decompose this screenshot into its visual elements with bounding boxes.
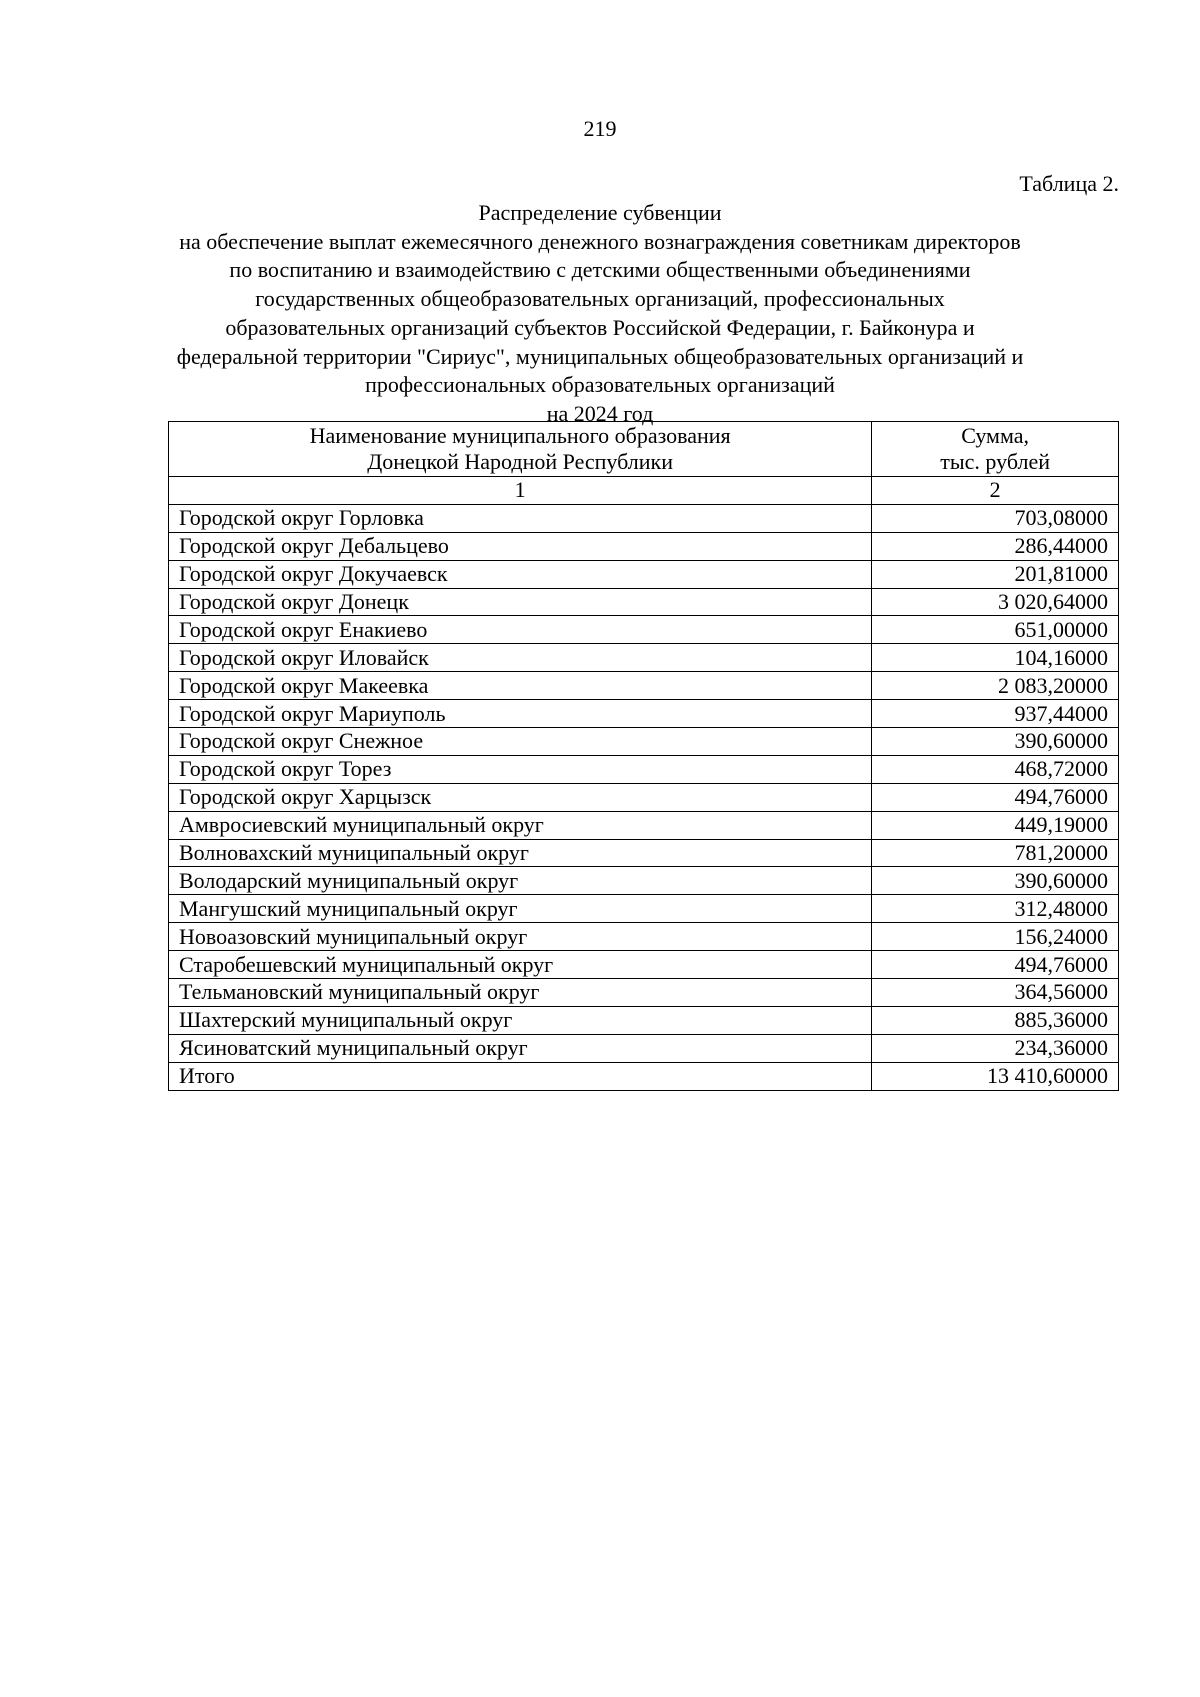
header-amount <box>872 422 1119 477</box>
subsidy-amount: 234,36000 <box>872 1034 1119 1062</box>
municipality-name: Старобешевский муниципальный округ <box>169 951 872 979</box>
subsidy-amount: 468,72000 <box>872 755 1119 783</box>
subsidy-amount: 364,56000 <box>872 979 1119 1007</box>
subsidy-amount: 390,60000 <box>872 867 1119 895</box>
municipality-name: Городской округ Донецк <box>169 588 872 616</box>
title-line: на обеспечение выплат ежемесячного денежного вознаграждения советникам директоров <box>179 228 1021 254</box>
municipality-name: Шахтерский муниципальный округ <box>169 1006 872 1034</box>
municipality-name: Городской округ Мариуполь <box>169 700 872 728</box>
subsidy-amount: 2 083,20000 <box>872 672 1119 700</box>
header-municipality-line2: Донецкой Народной Республики <box>367 449 674 474</box>
total-row <box>169 1062 1119 1090</box>
table-row <box>169 644 1119 672</box>
table-row <box>169 755 1119 783</box>
document-title <box>100 199 1100 429</box>
subsidy-amount: 104,16000 <box>872 644 1119 672</box>
title-line: государственных общеобразовательных организаций, профессиональных <box>255 286 945 312</box>
table-row <box>169 728 1119 756</box>
table-row <box>169 895 1119 923</box>
table-row <box>169 811 1119 839</box>
table-row <box>169 532 1119 560</box>
subsidy-amount: 3 020,64000 <box>872 588 1119 616</box>
municipality-name: Амвросиевский муниципальный округ <box>169 811 872 839</box>
municipality-name: Мангушский муниципальный округ <box>169 895 872 923</box>
table-row <box>169 867 1119 895</box>
table-row <box>169 672 1119 700</box>
subsidy-amount: 703,08000 <box>872 504 1119 532</box>
municipality-name: Городской округ Горловка <box>169 504 872 532</box>
title-line: профессиональных образовательных организаций <box>365 372 835 398</box>
municipality-name: Городской округ Докучаевск <box>169 560 872 588</box>
subsidy-amount: 286,44000 <box>872 532 1119 560</box>
table-row <box>169 839 1119 867</box>
municipality-name: Новоазовский муниципальный округ <box>169 923 872 951</box>
table-label: Таблица 2. <box>1019 171 1119 196</box>
title-line: федеральной территории "Сириус", муниципальных общеобразовательных организаций и <box>176 343 1024 369</box>
title-line: образовательных организаций субъектов Российской Федерации, г. Байконура и <box>225 314 975 340</box>
table-row <box>169 616 1119 644</box>
municipality-name: Городской округ Харцызск <box>169 783 872 811</box>
header-municipality-line1: Наименование муниципального образования <box>309 422 731 448</box>
municipality-name: Тельмановский муниципальный округ <box>169 979 872 1007</box>
subsidy-amount: 312,48000 <box>872 895 1119 923</box>
subsidy-amount: 156,24000 <box>872 923 1119 951</box>
table-row <box>169 951 1119 979</box>
municipality-name: Городской округ Торез <box>169 755 872 783</box>
page-number: 219 <box>583 116 617 141</box>
title-line: на 2024 год <box>546 400 654 426</box>
header-amount-line2: тыс. рублей <box>940 449 1050 474</box>
subsidy-amount: 781,20000 <box>872 839 1119 867</box>
table-row <box>169 588 1119 616</box>
subsidy-amount: 201,81000 <box>872 560 1119 588</box>
subsidy-amount: 449,19000 <box>872 811 1119 839</box>
title-line: по воспитанию и взаимодействию с детскими общественными объединениями <box>229 257 971 283</box>
municipality-name: Волновахский муниципальный округ <box>169 839 872 867</box>
municipality-name: Володарский муниципальный округ <box>169 867 872 895</box>
allocation-table <box>168 421 1119 1091</box>
column-number-1: 1 <box>169 477 872 505</box>
table-row <box>169 560 1119 588</box>
table-row <box>169 1006 1119 1034</box>
municipality-name: Городской округ Иловайск <box>169 644 872 672</box>
table-body <box>169 504 1119 1062</box>
column-number-row <box>169 477 1119 505</box>
subsidy-amount: 651,00000 <box>872 616 1119 644</box>
table-header-row <box>169 422 1119 477</box>
subsidy-amount: 390,60000 <box>872 728 1119 756</box>
table-row <box>169 783 1119 811</box>
total-amount: 13 410,60000 <box>872 1062 1119 1090</box>
subsidy-amount: 885,36000 <box>872 1006 1119 1034</box>
title-line: Распределение субвенции <box>478 200 722 225</box>
municipality-name: Городской округ Снежное <box>169 728 872 756</box>
table-row <box>169 700 1119 728</box>
table-row <box>169 923 1119 951</box>
subsidy-amount: 494,76000 <box>872 951 1119 979</box>
table-row <box>169 979 1119 1007</box>
municipality-name: Городской округ Енакиево <box>169 616 872 644</box>
column-number-2: 2 <box>872 477 1119 505</box>
subsidy-amount: 937,44000 <box>872 700 1119 728</box>
header-amount-line1: Сумма, <box>961 422 1030 448</box>
municipality-name: Ясиноватский муниципальный округ <box>169 1034 872 1062</box>
municipality-name: Городской округ Дебальцево <box>169 532 872 560</box>
table-row <box>169 504 1119 532</box>
municipality-name: Городской округ Макеевка <box>169 672 872 700</box>
header-municipality <box>169 422 872 477</box>
subsidy-amount: 494,76000 <box>872 783 1119 811</box>
total-label: Итого <box>169 1062 872 1090</box>
table-row <box>169 1034 1119 1062</box>
